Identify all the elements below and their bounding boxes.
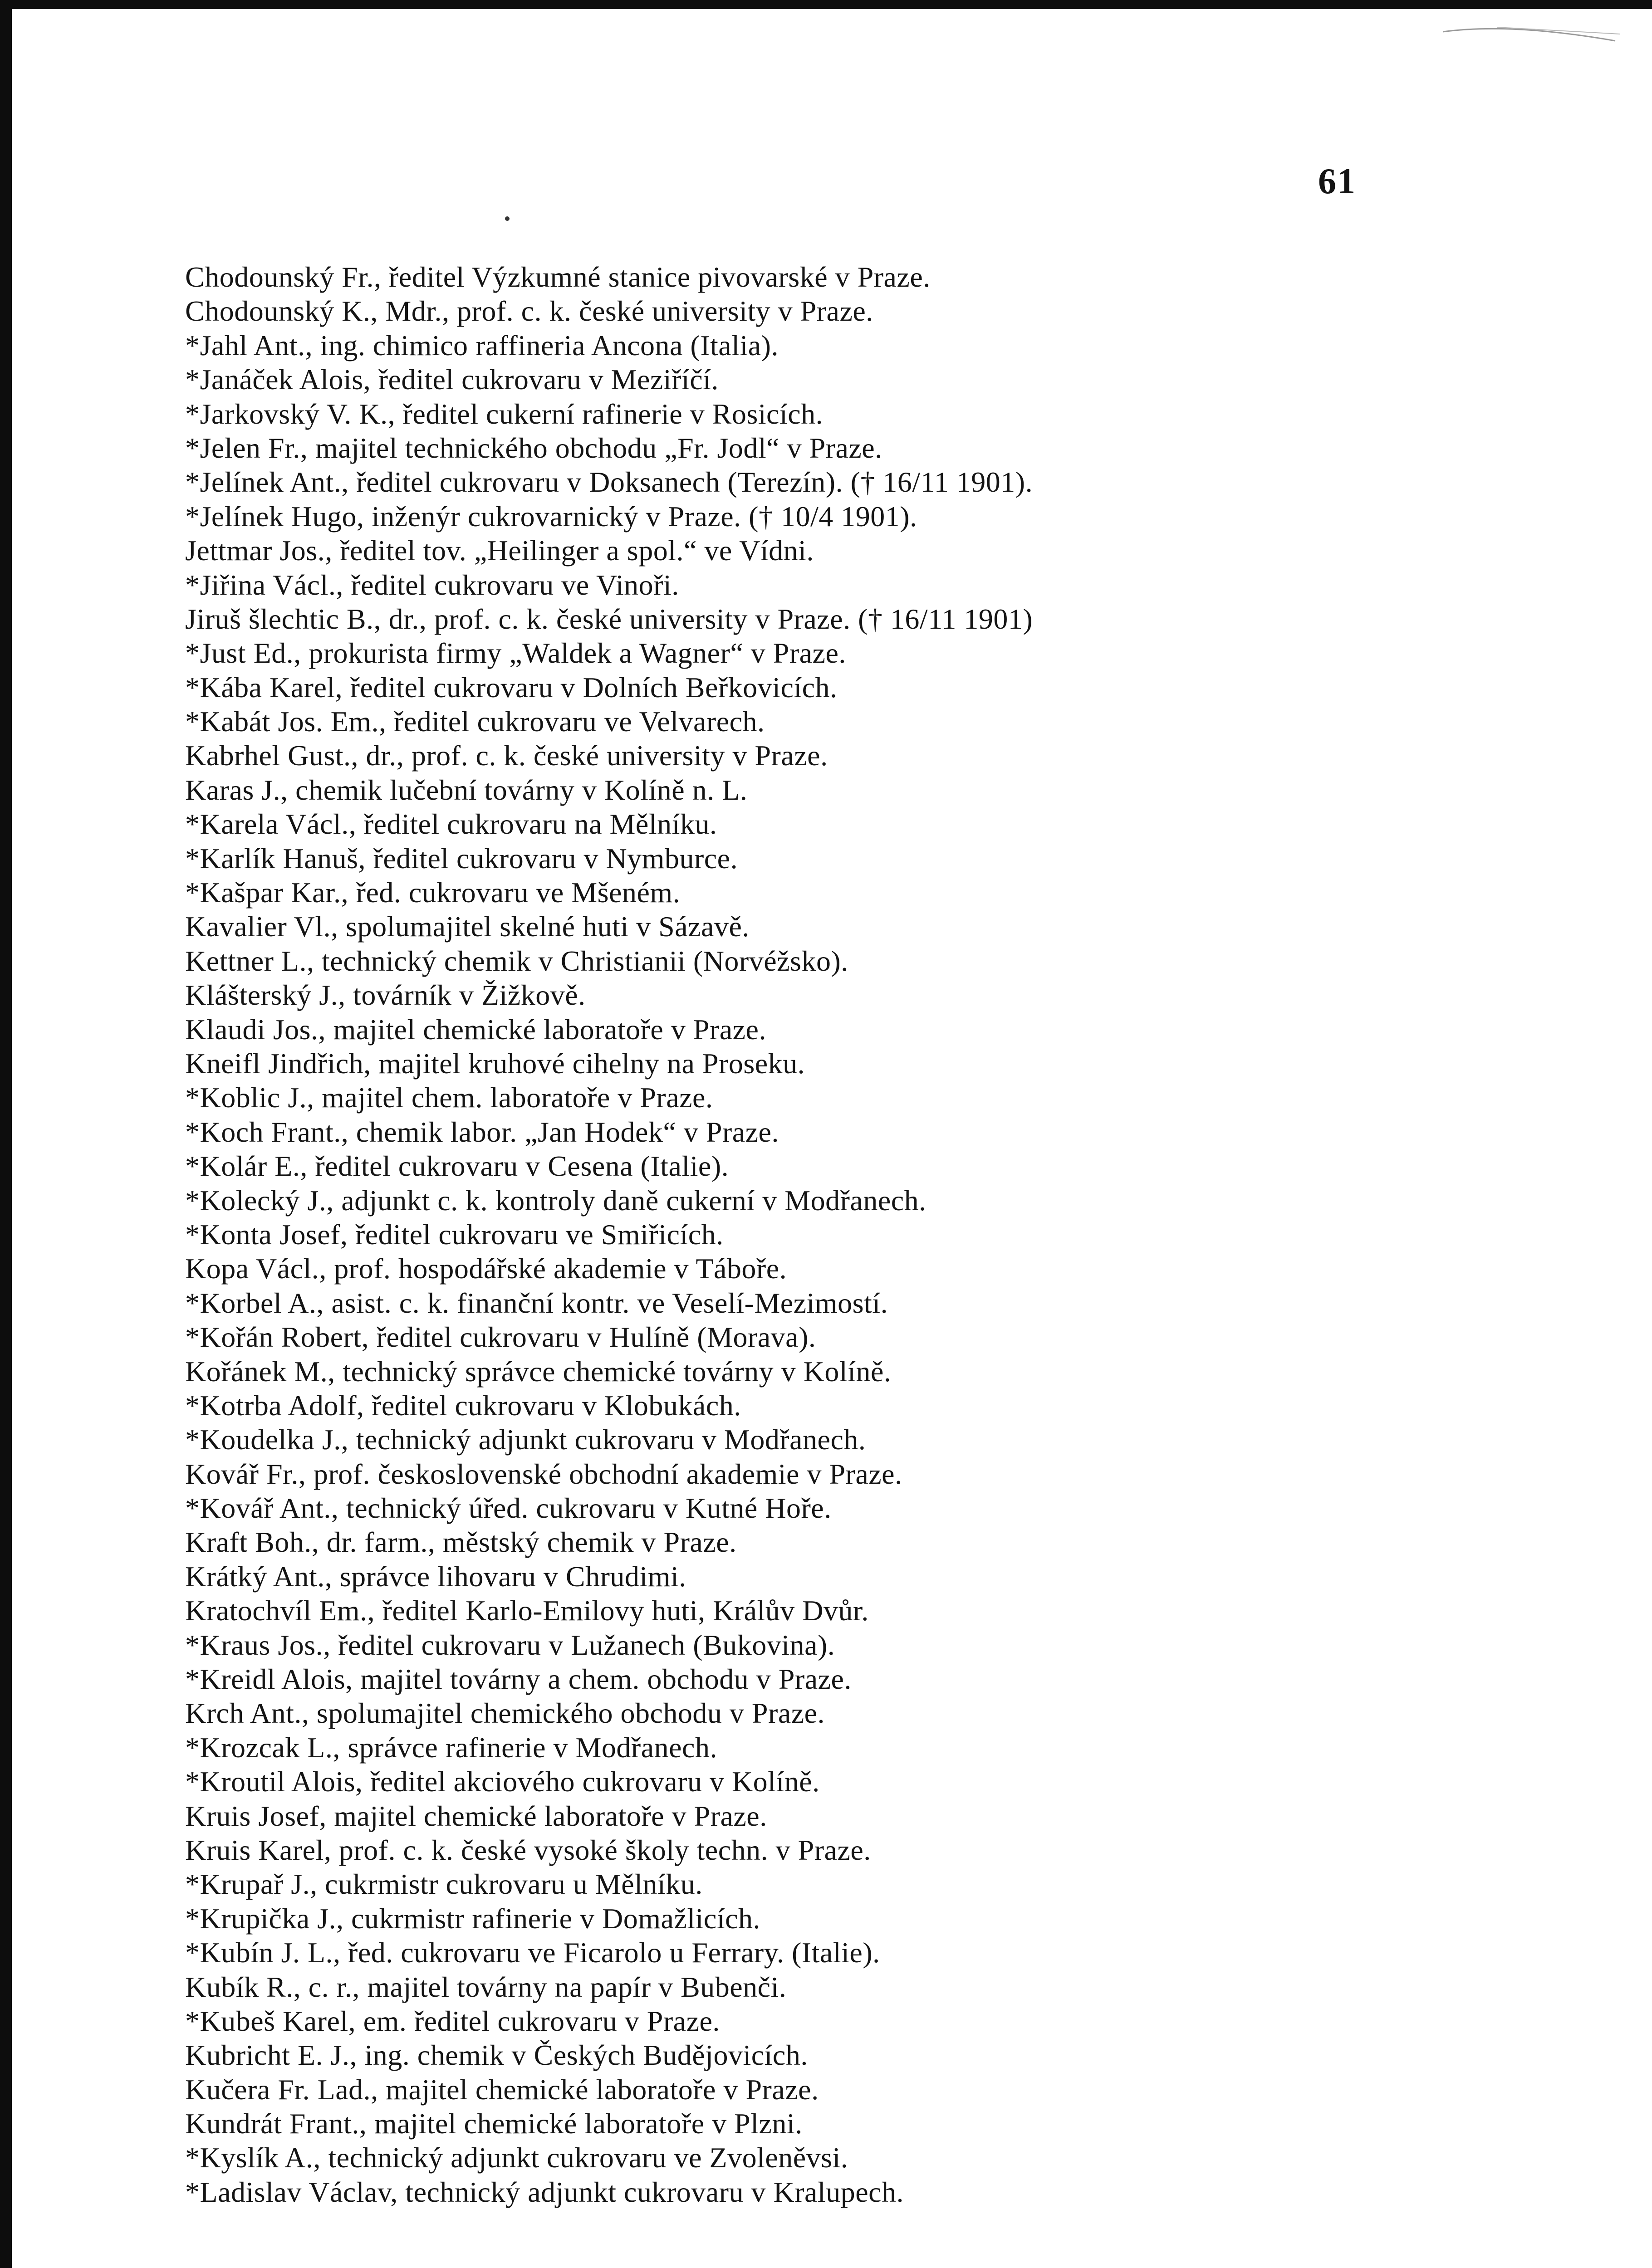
list-entry: *Konta Josef, ředitel cukrovaru ve Smiřicích. — [185, 1218, 724, 1251]
list-entry: *Kroutil Alois, ředitel akciového cukrovaru v Kolíně. — [185, 1765, 820, 1798]
list-entry: Jettmar Jos., ředitel tov. „Heilinger a spol.“ ve Vídni. — [185, 534, 814, 567]
list-entry: *Kabát Jos. Em., ředitel cukrovaru ve Velvarech. — [185, 705, 765, 738]
list-entry: *Jarkovský V. K., ředitel cukerní rafinerie v Rosicích. — [185, 397, 824, 430]
list-entry: *Krupař J., cukrmistr cukrovaru u Mělníku. — [185, 1868, 703, 1901]
list-entry: *Kolár E., ředitel cukrovaru v Cesena (Italie). — [185, 1150, 729, 1183]
list-entry: Krch Ant., spolumajitel chemického obchodu v Praze. — [185, 1697, 825, 1730]
list-entry: Krátký Ant., správce lihovaru v Chrudimi. — [185, 1560, 686, 1593]
scan-artifact-lines — [1443, 18, 1624, 45]
list-entry: *Kořán Robert, ředitel cukrovaru v Hulíně (Morava). — [185, 1321, 816, 1354]
list-entry: Kneifl Jindřich, majitel kruhové cihelny na Proseku. — [185, 1047, 805, 1080]
list-entry: *Kotrba Adolf, ředitel cukrovaru v Klobukách. — [185, 1389, 741, 1422]
list-entry: Kratochvíl Em., ředitel Karlo-Emilovy huti, Králův Dvůr. — [185, 1594, 869, 1627]
list-entry: *Koudelka J., technický adjunkt cukrovaru v Modřanech. — [185, 1423, 866, 1456]
list-entry: Kubík R., c. r., majitel továrny na papír v Bubenči. — [185, 1970, 787, 2003]
list-entry: *Jelen Fr., majitel technického obchodu „Fr. Jodl“ v Praze. — [185, 431, 882, 464]
list-entry: *Karela Václ., ředitel cukrovaru na Mělníku. — [185, 808, 717, 841]
list-entry: *Jiřina Václ., ředitel cukrovaru ve Vinoři. — [185, 568, 679, 601]
list-entry: Chodounský Fr., ředitel Výzkumné stanice pivovarské v Praze. — [185, 261, 931, 293]
list-entry: Kořánek M., technický správce chemické továrny v Kolíně. — [185, 1355, 892, 1388]
list-entry: *Krozcak L., správce rafinerie v Modřanech. — [185, 1731, 717, 1764]
list-entry: Jiruš šlechtic B., dr., prof. c. k. české university v Praze. († 16/11 1901) — [185, 602, 1033, 635]
list-entry: *Koblic J., majitel chem. laboratoře v Praze. — [185, 1081, 713, 1114]
list-entry: Karas J., chemik lučební továrny v Kolíně n. L. — [185, 773, 748, 806]
list-entry: *Krupička J., cukrmistr rafinerie v Domažlicích. — [185, 1902, 760, 1935]
list-entry: Kabrhel Gust., dr., prof. c. k. české university v Praze. — [185, 739, 828, 772]
list-entry: Kavalier Vl., spolumajitel skelné huti v Sázavě. — [185, 910, 750, 943]
list-entry: *Just Ed., prokurista firmy „Waldek a Wagner“ v Praze. — [185, 637, 846, 670]
list-entry: *Korbel A., asist. c. k. finanční kontr. ve Veselí-Mezimostí. — [185, 1286, 888, 1319]
member-list — [185, 260, 1546, 2209]
list-entry: Kruis Karel, prof. c. k. české vysoké školy techn. v Praze. — [185, 1833, 871, 1866]
list-entry: Kruis Josef, majitel chemické laboratoře v Praze. — [185, 1799, 767, 1832]
list-entry: *Kraus Jos., ředitel cukrovaru v Lužanech (Bukovina). — [185, 1628, 835, 1661]
list-entry: *Jahl Ant., ing. chimico raffineria Ancona (Italia). — [185, 329, 779, 362]
list-entry: Chodounský K., Mdr., prof. c. k. české university v Praze. — [185, 295, 873, 327]
list-entry: *Kába Karel, ředitel cukrovaru v Dolních Beřkovicích. — [185, 671, 838, 704]
stray-dot — [505, 216, 510, 221]
list-entry: *Karlík Hanuš, ředitel cukrovaru v Nymburce. — [185, 842, 738, 875]
list-entry: Kopa Václ., prof. hospodářské akademie v Táboře. — [185, 1252, 787, 1285]
list-entry: Kovář Fr., prof. československé obchodní akademie v Praze. — [185, 1457, 902, 1490]
list-entry: *Kovář Ant., technický úřed. cukrovaru v Kutné Hoře. — [185, 1492, 832, 1525]
list-entry: Kundrát Frant., majitel chemické laboratoře v Plzni. — [185, 2107, 803, 2140]
list-entry: *Kašpar Kar., řed. cukrovaru ve Mšeném. — [185, 876, 681, 909]
list-entry: Kučera Fr. Lad., majitel chemické laboratoře v Praze. — [185, 2073, 819, 2106]
list-entry: Kraft Boh., dr. farm., městský chemik v Praze. — [185, 1526, 737, 1559]
list-entry: Klaudi Jos., majitel chemické laboratoře v Praze. — [185, 1013, 766, 1046]
list-entry: Kubricht E. J., ing. chemik v Českých Budějovicích. — [185, 2039, 808, 2072]
list-entry: *Kyslík A., technický adjunkt cukrovaru ve Zvoleněvsi. — [185, 2141, 848, 2174]
page-number: 61 — [1318, 161, 1356, 201]
list-entry: *Kreidl Alois, majitel továrny a chem. obchodu v Praze. — [185, 1663, 852, 1696]
scan-left-border — [0, 0, 12, 2268]
list-entry: *Kolecký J., adjunkt c. k. kontroly daně cukerní v Modřanech. — [185, 1184, 926, 1217]
list-entry: Kettner L., technický chemik v Christianii (Norvéžsko). — [185, 944, 848, 977]
scan-top-border — [0, 0, 1652, 9]
list-entry: *Kubín J. L., řed. cukrovaru ve Ficarolo u Ferrary. (Italie). — [185, 1936, 880, 1969]
list-entry: *Koch Frant., chemik labor. „Jan Hodek“ v Praze. — [185, 1115, 779, 1148]
list-entry: *Kubeš Karel, em. ředitel cukrovaru v Praze. — [185, 2004, 720, 2037]
list-entry: *Ladislav Václav, technický adjunkt cukrovaru v Kralupech. — [185, 2175, 904, 2208]
list-entry: *Jelínek Ant., ředitel cukrovaru v Doksanech (Terezín). († 16/11 1901). — [185, 466, 1033, 499]
list-entry: *Jelínek Hugo, inženýr cukrovarnický v Praze. († 10/4 1901). — [185, 500, 917, 533]
list-entry: Klášterský J., továrník v Žižkově. — [185, 979, 586, 1012]
list-entry: *Janáček Alois, ředitel cukrovaru v Meziříčí. — [185, 363, 719, 396]
